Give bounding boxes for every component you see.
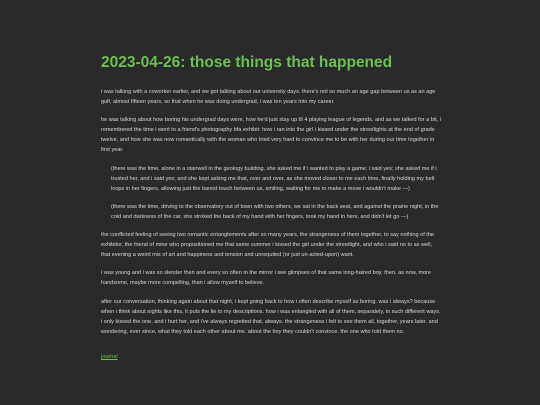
- paragraph-conversation: after our conversation, thinking again about that night, i kept going back to how i often describe myself as boring. was i always? because when i think about nights like this, it puts the lie to my descriptions. how i was entangled with all of them, separately, in such different ways. i only kissed the one, and i hurt her, and i've always regretted that, always. the strangeness i felt to see them all, together, years later. and wondering, ever since, what they told each other about me. about the boy they couldn't convince. the one who told them no.: [101, 298, 441, 335]
- paragraph-mirror: i was young and i was so slender then and every so often in the mirror i see glimpses of that same long-haired boy, then, as now, more handsome, maybe more compelling, than i allow myself to believe.: [101, 270, 432, 287]
- journal-entry: [101, 52, 441, 363]
- paragraph-exhibit: he was talking about how boring his undergrad days were, how he'd just stay up til 4 playing league of legends, and as we talked for a bit, i remembered the time i went to a friend's photography bfa exhibit: how i ran into the girl i kissed under the streetlights at the end of grade twelve, and how she was now romantically with the woman who tried very hard to convince me to be with her during our time together in first year.: [101, 117, 441, 154]
- journal-link[interactable]: journal: [101, 353, 118, 360]
- page-title: 2023-04-26: those things that happened: [101, 54, 393, 71]
- paragraph-conflicted: the conflicted feeling of seeing two romantic entanglements after so many years, the strangeness of them together, to say nothing of the exhibitor, the friend of mine who propositioned me that same summer i kissed the girl under the streetlight, and who i said no to as well, that evening a weird mix of art and happiness and tension and unrequited (or just un-acted-upon) want.: [101, 232, 435, 259]
- paragraph-observatory: (there was the time, driving to the observatory out of town with two others, we sat in the back seat, and against the prairie night, in the cold and darkness of the car, she stroked the back of my hand with her fingers, took my hand in hers, and didn't let go —): [111, 203, 439, 220]
- paragraph-stairwell: (there was the time, alone in a stairwell in the geology building, she asked me if i wanted to play a game; i said yes; she asked me if i trusted her, and i said yes; and she kept asking me that, over and over, as she moved closer to me each time, finally holding my belt loops in her fingers, allowing just the barest touch between us, smiling, waiting for me to make a move i wouldn't make —): [111, 165, 437, 192]
- paragraph-coworker: i was talking with a coworker earlier, and we got talking about our university days. there's not so much an age gap between us as an age gulf, almost fifteen years, so that when he was doing undergrad, i was ten years into my career.: [101, 89, 436, 106]
